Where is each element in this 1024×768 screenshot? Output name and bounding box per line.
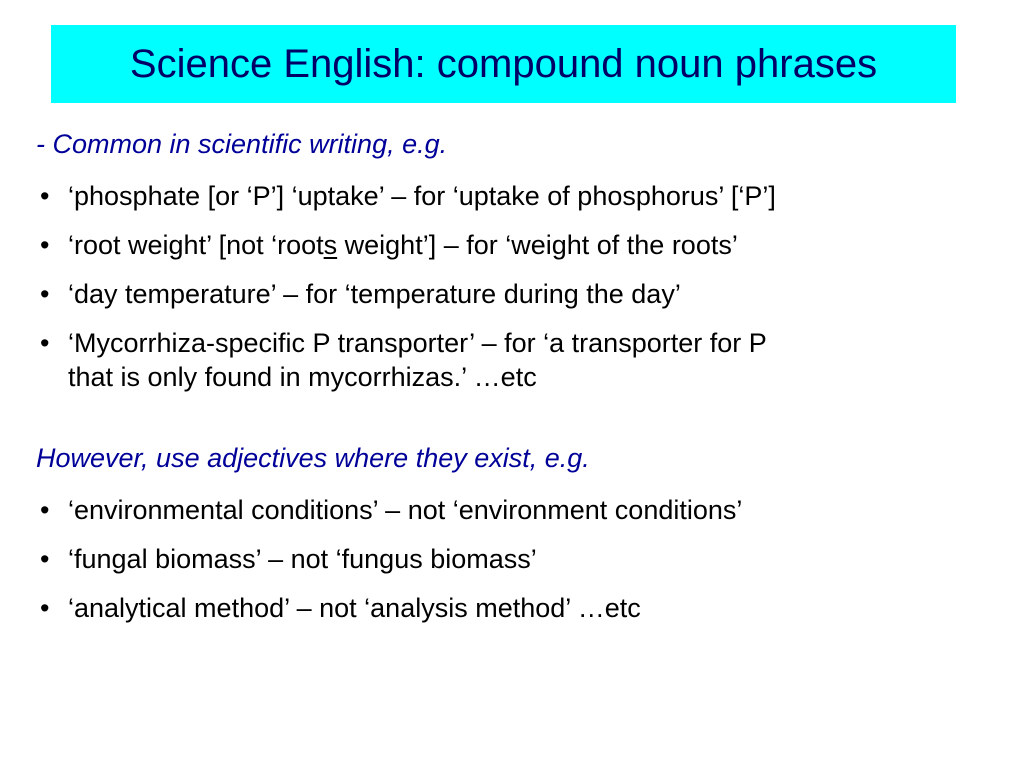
bullet-icon: • xyxy=(40,495,50,525)
bullet-text: ‘fungal biomass’ – not ‘fungus biomass’ xyxy=(68,544,537,574)
bullet-icon: • xyxy=(40,544,50,574)
section2-intro: However, use adjectives where they exist, e.g. xyxy=(36,443,590,473)
bullet-text: ‘day temperature’ – for ‘temperature during the day’ xyxy=(68,279,681,309)
bullet-item xyxy=(36,591,1011,625)
bullet-text xyxy=(68,230,738,260)
bullet-item xyxy=(36,277,1011,311)
bullet-text-part: ‘root weight’ [not ‘root xyxy=(68,230,324,260)
bullet-icon: • xyxy=(40,181,50,211)
bullet-item xyxy=(36,228,1011,262)
section1-bullet-list xyxy=(36,179,1011,394)
section2-bullet-list xyxy=(36,493,1011,625)
bullet-text-line: that is only found in mycorrhizas.’ …etc xyxy=(68,362,537,392)
slide-title-box xyxy=(51,25,956,103)
bullet-text: ‘phosphate [or ‘P’] ‘uptake’ – for ‘uptake of phosphorus’ [‘P’] xyxy=(68,181,776,211)
bullet-icon: • xyxy=(40,279,50,309)
bullet-icon: • xyxy=(40,593,50,623)
slide-content xyxy=(36,124,1011,625)
bullet-text: ‘environmental conditions’ – not ‘environment conditions’ xyxy=(68,495,743,525)
bullet-icon: • xyxy=(40,328,50,358)
bullet-item xyxy=(36,493,1011,527)
bullet-text-part: weight’] – for ‘weight of the roots’ xyxy=(337,230,738,260)
bullet-text-line: ‘Mycorrhiza-specific P transporter’ – for ‘a transporter for P xyxy=(68,328,767,358)
bullet-item xyxy=(36,542,1011,576)
underlined-letter: s xyxy=(323,230,338,260)
bullet-icon: • xyxy=(40,230,50,260)
bullet-text: ‘analytical method’ – not ‘analysis method’ …etc xyxy=(68,593,641,623)
slide-title: Science English: compound noun phrases xyxy=(129,41,878,86)
section1-intro: - Common in scientific writing, e.g. xyxy=(36,129,448,159)
bullet-item xyxy=(36,326,1011,394)
section-spacer xyxy=(36,394,1011,438)
bullet-item xyxy=(36,179,1011,213)
